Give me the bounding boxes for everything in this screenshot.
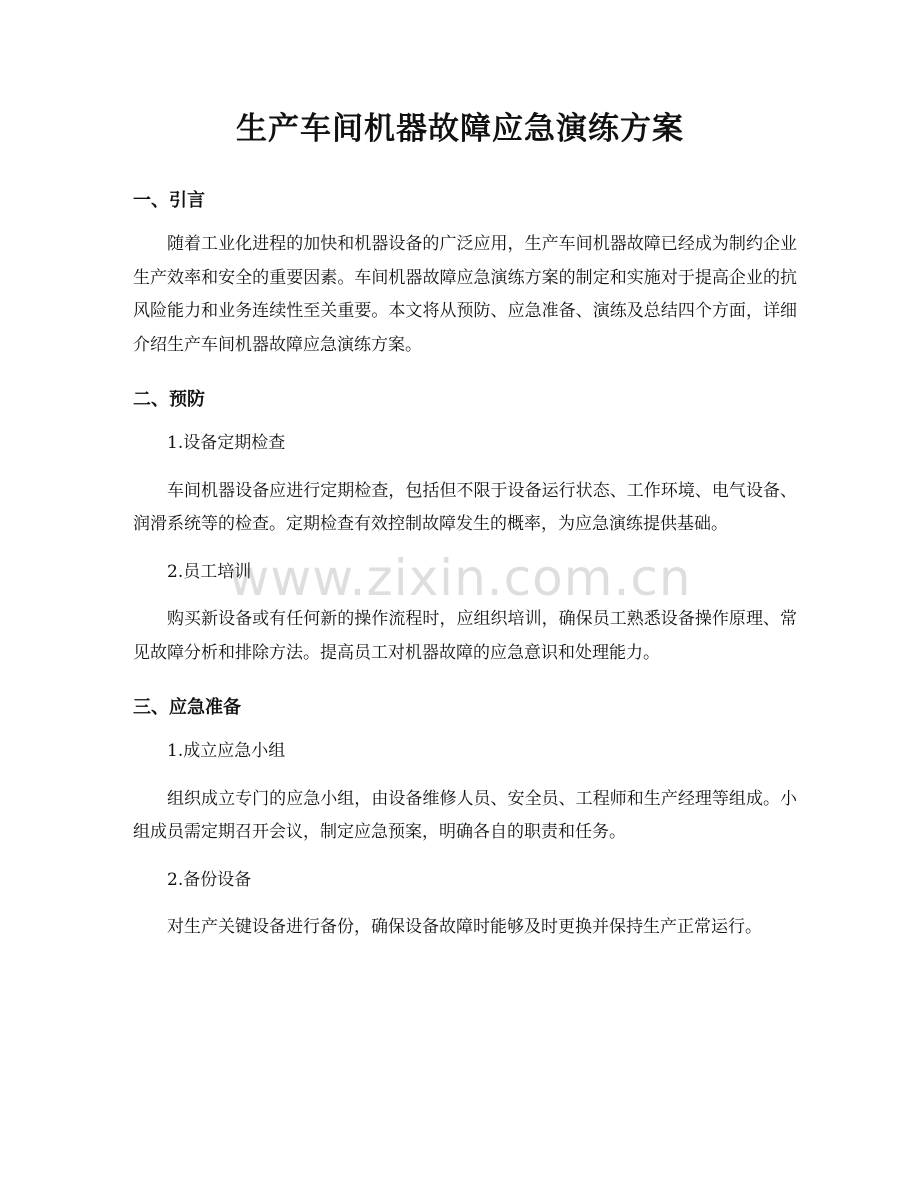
intro-paragraph: 随着工业化进程的加快和机器设备的广泛应用，生产车间机器故障已经成为制约企业生产效率和安全的重要因素。车间机器故障应急演练方案的制定和实施对于提高企业的抗风险能力和业务连续性至关重要。本文将从预防、应急准备、演练及总结四个方面，详细介绍生产车间机器故障应急演练方案。: [133, 234, 797, 355]
watermark-text: www.zixin.com.cn: [228, 549, 692, 607]
section-heading-prevention: 二、预防: [133, 389, 205, 410]
document-title: 生产车间机器故障应急演练方案: [236, 111, 684, 147]
paragraph-equipment-check: 车间机器设备应进行定期检查，包括但不限于设备运行状态、工作环境、电气设备、润滑系统等的检查。定期检查有效控制故障发生的概率，为应急演练提供基础。: [133, 480, 797, 534]
section-heading-intro: 一、引言: [133, 190, 205, 211]
subheading-staff-training: 2.员工培训: [167, 561, 252, 582]
section-heading-emergency-prep: 三、应急准备: [133, 697, 241, 718]
paragraph-backup-equipment: 对生产关键设备进行备份，确保设备故障时能够及时更换并保持生产正常运行。: [167, 917, 762, 937]
paragraph-staff-training: 购买新设备或有任何新的操作流程时，应组织培训，确保员工熟悉设备操作原理、常见故障分析和排除方法。提高员工对机器故障的应急意识和处理能力。: [133, 609, 797, 663]
subheading-emergency-team: 1.成立应急小组: [167, 741, 286, 761]
subheading-backup-equipment: 2.备份设备: [167, 869, 252, 890]
paragraph-emergency-team: 组织成立专门的应急小组，由设备维修人员、安全员、工程师和生产经理等组成。小组成员需定期召开会议，制定应急预案，明确各自的职责和任务。: [133, 788, 797, 842]
subheading-equipment-check: 1.设备定期检查: [167, 433, 286, 453]
document-body: [133, 181, 797, 959]
